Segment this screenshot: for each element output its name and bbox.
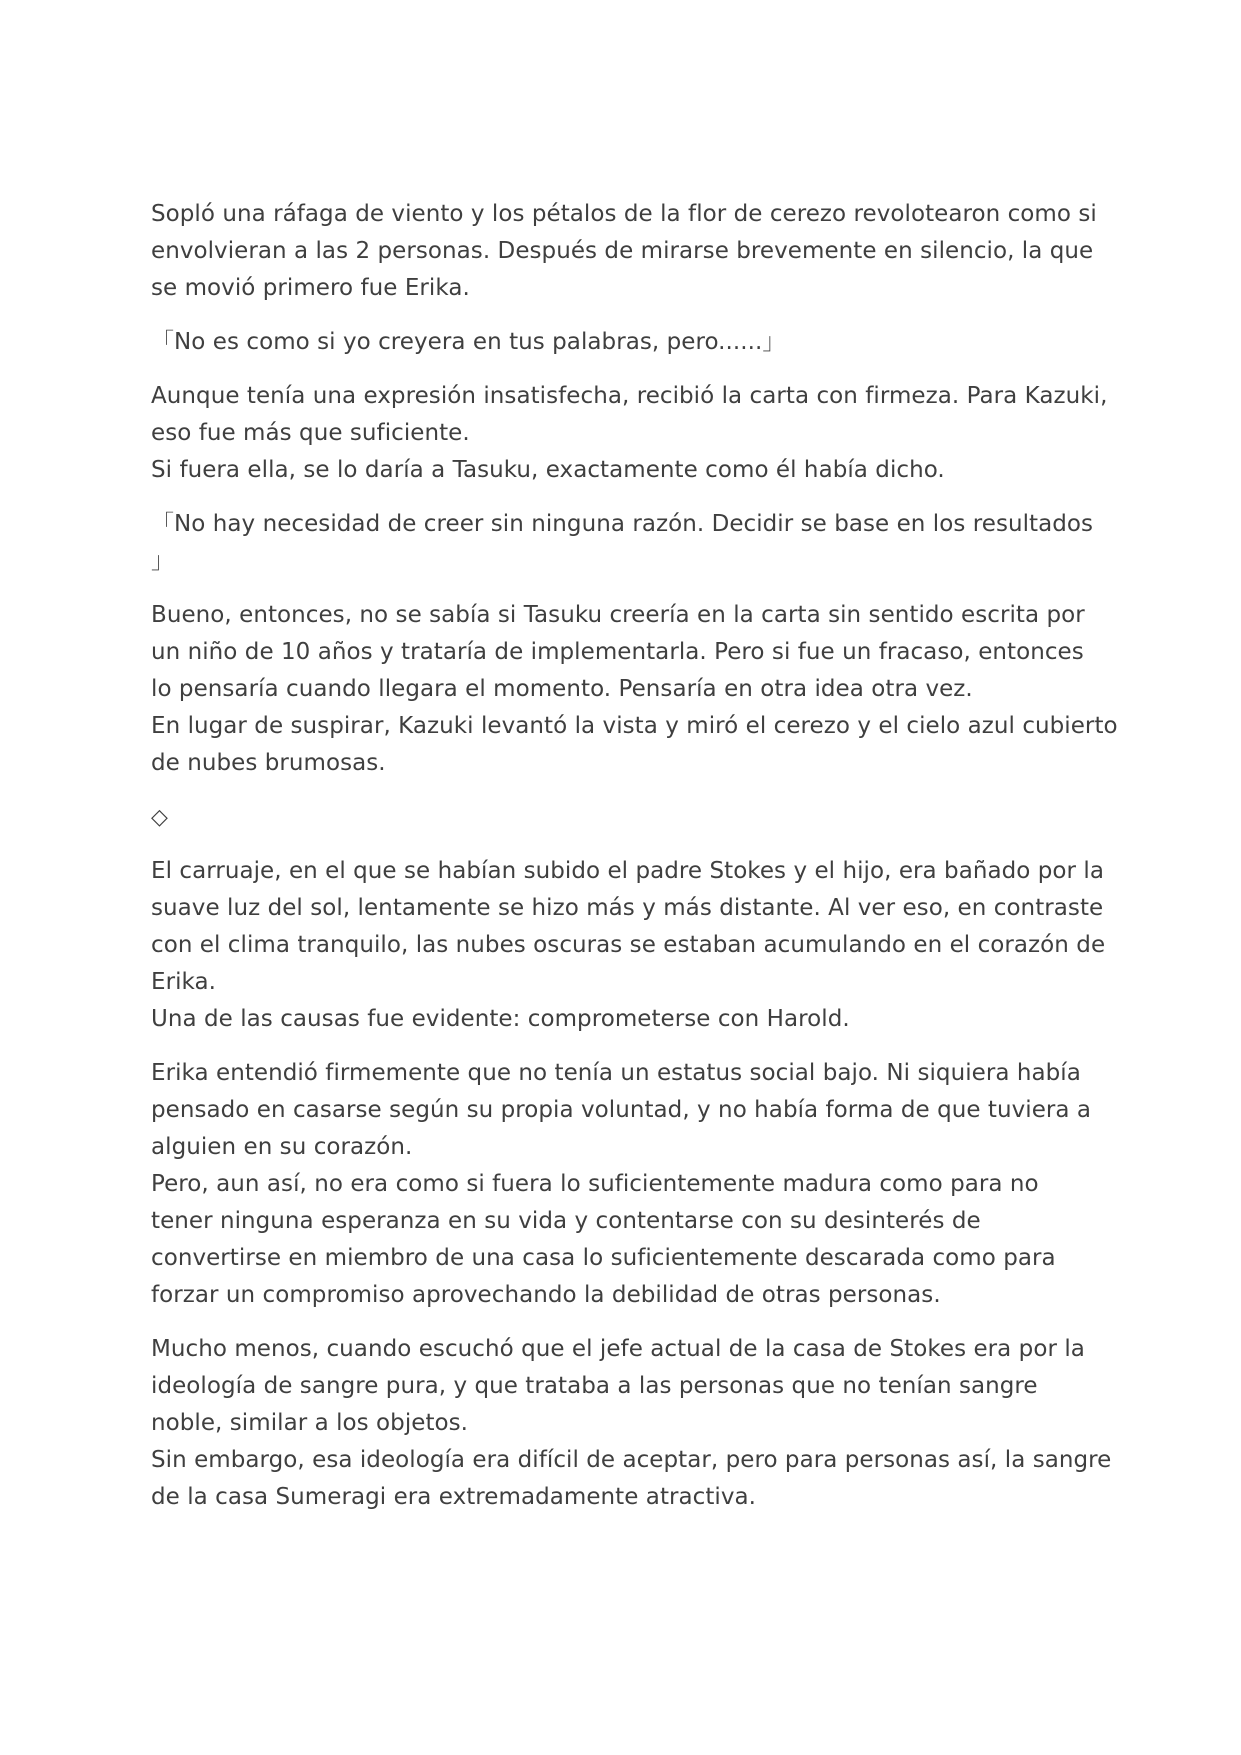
text-line: envolvieran a las 2 personas. Después de mirarse brevemente en silencio, la que <box>151 238 1094 264</box>
text-line: 「No hay necesidad de creer sin ninguna razón. Decidir se base en los resultados <box>151 511 1094 537</box>
paragraph <box>151 1055 1101 1314</box>
text-line: Una de las causas fue evidente: comprometerse con Harold. <box>151 1006 850 1032</box>
text-line: de la casa Sumeragi era extremadamente atractiva. <box>151 1484 757 1510</box>
text-line: un niño de 10 años y trataría de implementarla. Pero si fue un fracaso, entonces <box>151 639 1084 665</box>
text-line: 」 <box>151 548 175 574</box>
paragraph <box>151 1331 1112 1516</box>
text-line: suave luz del sol, lentamente se hizo más y más distante. Al ver eso, en contraste <box>151 895 1104 921</box>
diamond-icon: ◇ <box>151 805 168 830</box>
text-line: pensado en casarse según su propia voluntad, y no había forma de que tuviera a <box>151 1097 1092 1123</box>
text-line: de nubes brumosas. <box>151 750 386 776</box>
text-line: ideología de sangre pura, y que trataba a las personas que no tenían sangre <box>151 1373 1038 1399</box>
text-line: eso fue más que suficiente. <box>151 420 470 446</box>
section-divider <box>151 799 1101 836</box>
text-line: forzar un compromiso aprovechando la debilidad de otras personas. <box>151 1282 941 1308</box>
text-line: Erika. <box>151 969 216 995</box>
text-line: En lugar de suspirar, Kazuki levantó la vista y miró el cerezo y el cielo azul cubierto <box>151 713 1118 739</box>
document-page <box>151 196 1118 1533</box>
text-line: Pero, aun así, no era como si fuera lo suficientemente madura como para no <box>151 1171 1039 1197</box>
text-line: convertirse en miembro de una casa lo suficientemente descarada como para <box>151 1245 1056 1271</box>
paragraph <box>151 597 1118 782</box>
text-line: con el clima tranquilo, las nubes oscuras se estaban acumulando en el corazón de <box>151 932 1106 958</box>
text-line: 「No es como si yo creyera en tus palabras, pero......」 <box>151 329 786 355</box>
paragraph <box>151 378 1108 489</box>
text-line: noble, similar a los objetos. <box>151 1410 469 1436</box>
text-line: Si fuera ella, se lo daría a Tasuku, exactamente como él había dicho. <box>151 457 945 483</box>
text-line: Erika entendió firmemente que no tenía un estatus social bajo. Ni siquiera había <box>151 1060 1081 1086</box>
text-line: tener ninguna esperanza en su vida y contentarse con su desinterés de <box>151 1208 981 1234</box>
dialogue-line <box>151 506 1101 580</box>
text-line: El carruaje, en el que se habían subido el padre Stokes y el hijo, era bañado por la <box>151 858 1104 884</box>
paragraph <box>151 853 1106 1038</box>
text-line: Aunque tenía una expresión insatisfecha, recibió la carta con firmeza. Para Kazuki, <box>151 383 1108 409</box>
dialogue-line <box>151 324 1101 361</box>
text-line: Sin embargo, esa ideología era difícil de aceptar, pero para personas así, la sangre <box>151 1447 1112 1473</box>
text-line: Sopló una ráfaga de viento y los pétalos de la flor de cerezo revolotearon como si <box>151 201 1097 227</box>
text-line: lo pensaría cuando llegara el momento. Pensaría en otra idea otra vez. <box>151 676 973 702</box>
text-line: Mucho menos, cuando escuchó que el jefe actual de la casa de Stokes era por la <box>151 1336 1085 1362</box>
paragraph <box>151 196 1101 307</box>
text-line: se movió primero fue Erika. <box>151 275 470 301</box>
text-line: alguien en su corazón. <box>151 1134 413 1160</box>
text-line: Bueno, entonces, no se sabía si Tasuku creería en la carta sin sentido escrita por <box>151 602 1085 628</box>
